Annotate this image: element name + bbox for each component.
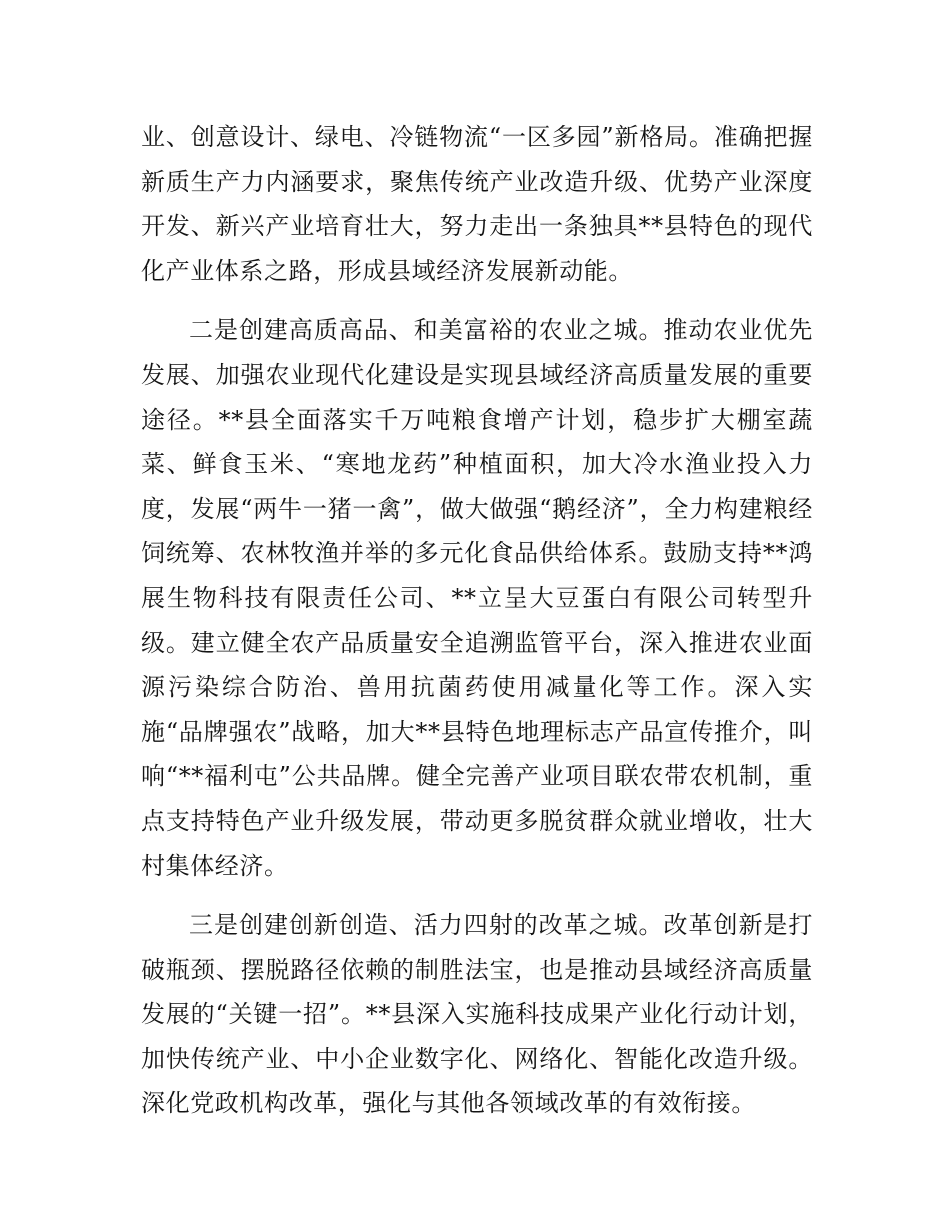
document-body — [141, 115, 813, 1126]
paragraph-continuation: 业、创意设计、绿电、冷链物流“一区多园”新格局。准确把握新质生产力内涵要求，聚焦传统产业改造升级、优势产业深度开发、新兴产业培育壮大，努力走出一条独具**县特色的现代化产业体系之路，形成县域经济发展新动能。 — [141, 123, 813, 285]
paragraph-agriculture-city: 二是创建高质高品、和美富裕的农业之城。推动农业优先发展、加强农业现代化建设是实现县域经济高质量发展的重要途径。**县全面落实千万吨粮食增产计划，稳步扩大棚室蔬菜、鲜食玉米、“寒地龙药”种植面积，加大冷水渔业投入力度，发展“两牛一猪一禽”，做大做强“鹅经济”，全力构建粮经饲统筹、农林牧渔并举的多元化食品供给体系。鼓励支持**鸿展生物科技有限责任公司、**立呈大豆蛋白有限公司转型升级。建立健全农产品质量安全追溯监管平台，深入推进农业面源污染综合防治、兽用抗菌药使用减量化等工作。深入实施“品牌强农”战略，加大**县特色地理标志产品宣传推介，叫响“**福利屯”公共品牌。健全完善产业项目联农带农机制，重点支持特色产业升级发展，带动更多脱贫群众就业增收，壮大村集体经济。 — [141, 316, 813, 880]
paragraph-reform-city: 三是创建创新创造、活力四射的改革之城。改革创新是打破瓶颈、摆脱路径依赖的制胜法宝，也是推动县域经济高质量发展的“关键一招”。**县深入实施科技成果产业化行动计划，加快传统产业、中小企业数字化、网络化、智能化改造升级。深化党政机构改革，强化与其他各领域改革的有效衔接。 — [141, 911, 813, 1118]
